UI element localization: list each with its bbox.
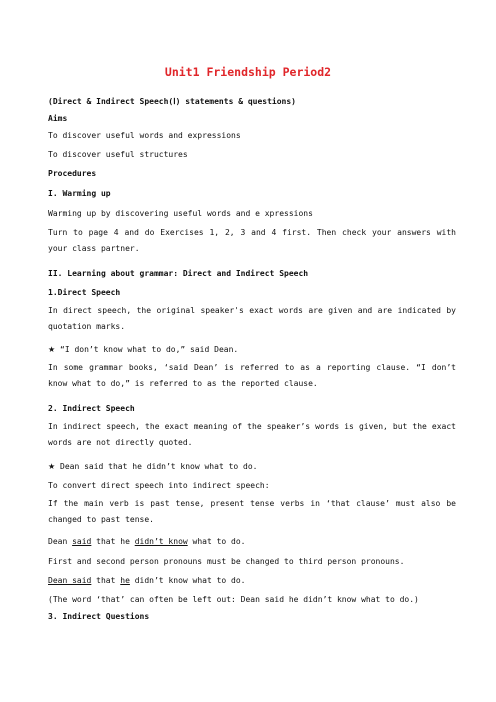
direct-speech-heading: 1.Direct Speech [48, 288, 121, 297]
warming-up-heading: I. Warming up [48, 189, 111, 198]
example-text: Dean [48, 537, 73, 546]
underlined-verb: didn’t know [134, 537, 188, 546]
indirect-speech-heading: 2. Indirect Speech [48, 404, 135, 413]
example-text: what to do. [187, 537, 246, 546]
example-tense-change [48, 536, 456, 547]
indirect-questions-heading: 3. Indirect Questions [48, 612, 150, 621]
warming-up-line: Warming up by discovering useful words and e xpressions [48, 209, 313, 218]
indirect-example-text: Dean said that he didn’t know what to do. [60, 462, 258, 471]
direct-example-text: “I don’t know what to do,” said Dean. [60, 345, 239, 354]
aims-heading: Aims [48, 114, 68, 123]
indirect-speech-example [48, 461, 456, 472]
example-text: that he [91, 537, 135, 546]
procedures-heading: Procedures [48, 169, 97, 178]
star-icon: ★ [48, 345, 56, 354]
that-note: (The word ‘that’ can often be left out: Dean said he didn’t know what to do.) [48, 595, 419, 604]
aims-item-1: To discover useful words and expressions [48, 131, 241, 140]
star-icon: ★ [48, 462, 56, 471]
underlined-phrase: Dean said [48, 576, 92, 585]
example-text: that [91, 576, 121, 585]
example-pronoun-change [48, 575, 456, 586]
rule-past-tense: If the main verb is past tense, present tense verbs in ‘that clause’ must also be changed to past tense. [48, 499, 456, 524]
underlined-pronoun: he [120, 576, 130, 585]
subtitle: (Direct & Indirect Speech(Ⅰ) statements & questions) [48, 97, 296, 106]
document-title: Unit1 Friendship Period2 [164, 65, 332, 79]
rule-pronouns: First and second person pronouns must be changed to third person pronouns. [48, 557, 405, 566]
convert-intro: To convert direct speech into indirect speech: [48, 481, 270, 490]
warming-up-paragraph: Turn to page 4 and do Exercises 1, 2, 3 and 4 first. Then check your answers with your class partner. [48, 228, 456, 253]
indirect-speech-paragraph: In indirect speech, the exact meaning of the speaker’s words is given, but the exact words are not directly quoted. [48, 422, 456, 447]
grammar-heading: II. Learning about grammar: Direct and Indirect Speech [48, 269, 309, 278]
example-text: didn’t know what to do. [129, 576, 246, 585]
aims-item-2: To discover useful structures [48, 150, 188, 159]
underlined-verb: said [72, 537, 92, 546]
direct-speech-example [48, 344, 456, 355]
direct-speech-paragraph: In direct speech, the original speaker's exact words are given and are indicated by quotation marks. [48, 306, 456, 331]
reporting-clause-paragraph: In some grammar books, ‘said Dean’ is referred to as a reporting clause. “I don’t know what to do,” is referred to as the reported clause. [48, 363, 456, 388]
